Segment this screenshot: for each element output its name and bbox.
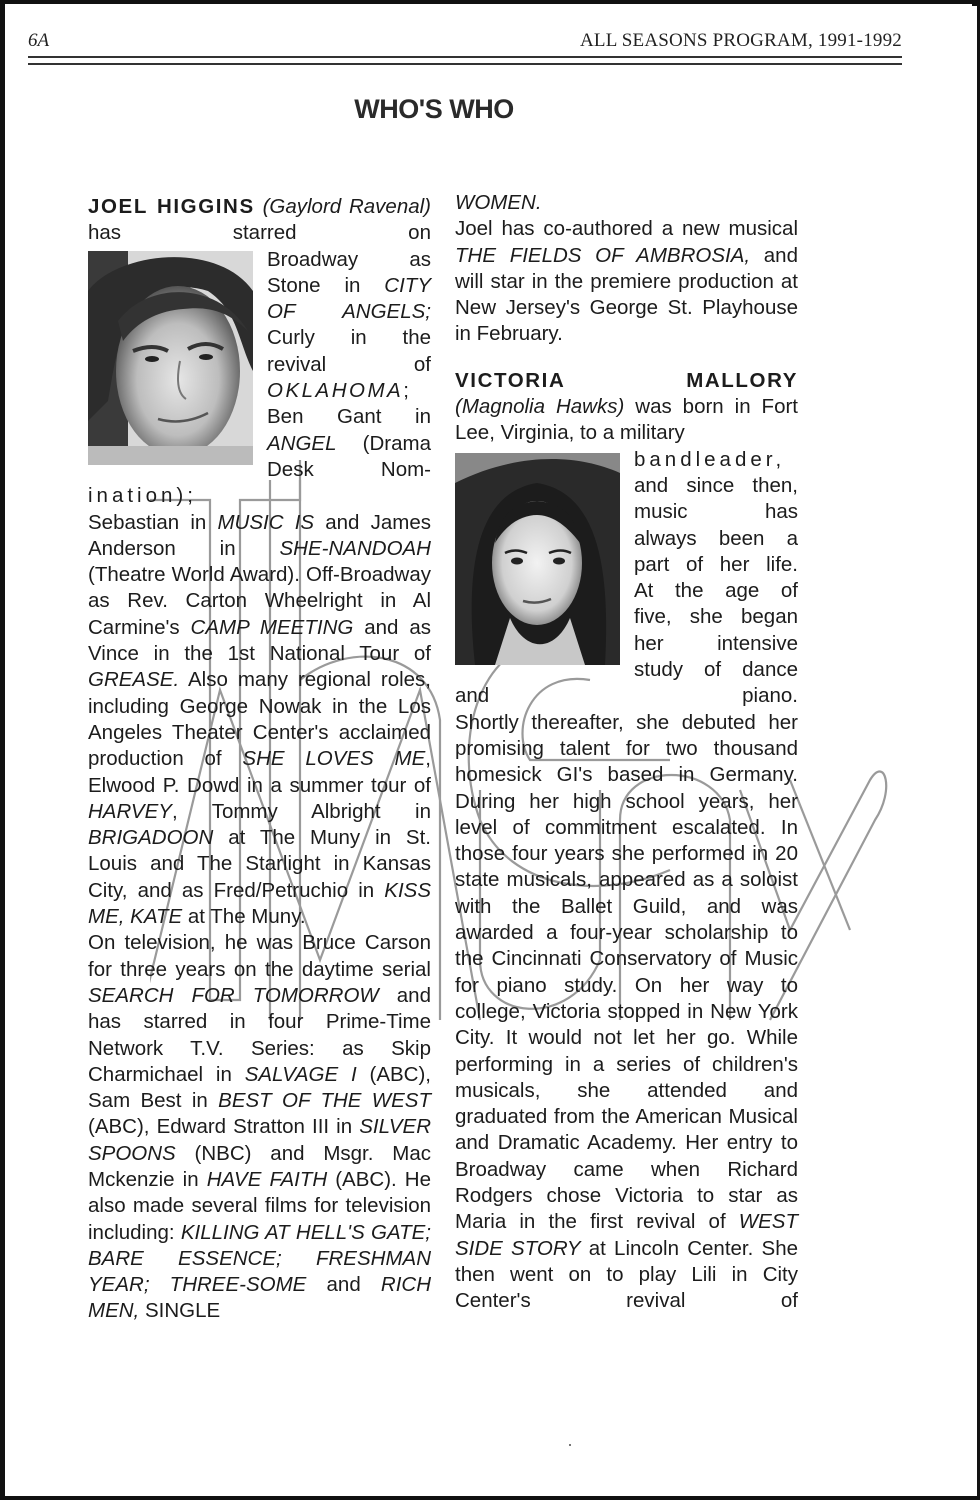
show-title: GREASE.	[88, 668, 180, 692]
bio-text: (Drama	[336, 431, 431, 455]
bio-name: VICTORIA MALLORY	[455, 368, 798, 392]
show-title: THE FIELDS OF AMBROSIA,	[455, 243, 751, 267]
bio-text: has starred on	[88, 221, 431, 245]
show-title: SEARCH FOR TOMORROW	[88, 983, 379, 1007]
header-rule-top	[28, 56, 902, 58]
bio-text: and as Vince in the 1st National Tour of	[88, 615, 432, 666]
bio-text: and piano.	[455, 684, 798, 708]
bio-text: Sebastian in	[88, 510, 218, 534]
bio-text: and has starred in four Prime-Time Network T.V. Series: as Skip Charmichael in	[88, 983, 431, 1086]
show-title: KISS ME, KATE	[88, 878, 431, 929]
show-title: SALVAGE I	[244, 1062, 357, 1086]
bio-text: (ABC), Edward Stratton III in	[88, 1115, 360, 1139]
bio-text: and	[306, 1273, 381, 1297]
bio-text: Desk Nom-	[267, 457, 431, 481]
portrait-photo-victoria-mallory	[455, 453, 620, 665]
bio-text: always been a	[634, 526, 798, 550]
portrait-man-icon	[88, 251, 253, 465]
bio-text: , Tommy Albright in	[171, 799, 431, 823]
bio-text: study of dance	[634, 658, 798, 682]
bio-text: SINGLE	[139, 1299, 221, 1323]
show-title: SHE-NANDOAH	[279, 536, 431, 560]
bio-text: Broadway as	[267, 247, 431, 271]
bio-text: Stone in	[267, 273, 385, 297]
bio-text: (NBC) and Msgr. Mac Mckenzie in	[88, 1141, 431, 1191]
show-title: WEST SIDE STORY	[455, 1210, 798, 1260]
section-title: WHO'S WHO	[354, 94, 514, 124]
show-title: CITY	[384, 273, 431, 297]
show-title: SHE LOVES ME	[242, 747, 426, 771]
bio-text: five, she began	[634, 605, 798, 629]
show-title: SILVER SPOONS	[88, 1115, 431, 1165]
bio-text: Joel has co-authored a new musical	[455, 217, 798, 241]
bio-victoria-mallory	[455, 368, 798, 1315]
show-title: CAMP MEETING	[190, 615, 354, 639]
show-title: RICH MEN,	[88, 1273, 431, 1323]
bio-role: (Gaylord Ravenal)	[262, 195, 432, 218]
bio-text: at The Muny in St. Louis and The Starlight in Kansas City, and as Fred/Petruchio in	[88, 826, 431, 902]
show-title: OKLAHOMA	[267, 379, 404, 403]
show-title: ANGEL	[267, 431, 337, 455]
show-title: KILLING AT HELL'S GATE; BARE ESSENCE; FRESHMAN YEAR; THREE-SOME	[88, 1220, 431, 1297]
show-title: HARVEY	[88, 799, 172, 823]
bio-text: Also many regional roles, including George Nowak in the Los Angeles Theater Center's acclaimed production of	[88, 668, 431, 771]
bio-text: , Elwood P. Dowd in a summer tour of	[88, 747, 431, 797]
bio-text: and since then,	[634, 473, 798, 497]
bio-text: music has	[634, 500, 798, 524]
bio-text: and will star in the premiere production at New Jersey's George St. Playhouse in February.	[455, 243, 798, 346]
bio-text: and James Anderson in	[88, 510, 431, 560]
bio-text: her intensive	[634, 631, 798, 655]
header-rule-bottom	[28, 63, 902, 65]
portrait-woman-icon	[455, 453, 620, 665]
bio-role: (Magnolia Hawks)	[455, 395, 625, 419]
bio-name: JOEL HIGGINS	[88, 195, 255, 218]
bio-text: ination);	[88, 484, 197, 508]
show-title: OF ANGELS;	[267, 300, 431, 324]
page-corner	[972, 0, 980, 6]
bio-column-right	[455, 190, 798, 1314]
scan-speck	[569, 1444, 571, 1446]
show-title: HAVE FAITH	[206, 1167, 328, 1191]
show-title: MUSIC IS	[217, 510, 315, 534]
bio-text: at Lincoln Center. She then went on to play Lili in City Center's revival of	[455, 1236, 798, 1313]
bio-text: At the age of	[634, 579, 798, 603]
running-title: ALL SEASONS PROGRAM, 1991-1992	[580, 30, 902, 51]
bio-text: revival of	[267, 352, 431, 376]
bio-joel-higgins	[88, 194, 431, 1325]
bio-text: (ABC). He also made several films for television including:	[88, 1167, 431, 1244]
bio-text: (ABC), Sam Best in	[88, 1062, 432, 1113]
bio-text: On television, he was Bruce Carson for three years on the daytime serial	[88, 931, 431, 981]
portrait-photo-joel-higgins	[88, 251, 253, 465]
bio-text: at The Muny.	[182, 905, 306, 929]
show-title: BRIGADOON	[88, 826, 214, 850]
bio-text: bandleader,	[634, 447, 786, 471]
bio-text: part of her life.	[634, 552, 798, 576]
bio-text: Shortly thereafter, she debuted her promising talent for two thousand homesick GI's based in Germany. During her high school years, her level of commitment escalated. In those four years she performed in 20 state musicals, appeared as a soloist with the Ballet Guild, and was awarded a four-year scholarship to the Cincinnati Conservatory of Music for piano study. On her way to college, Victoria stopped in New York City. It would not let her go. While performing in a series of children's musicals, she attended and graduated from the American Musical and Dramatic Academy. Her entry to Broadway came when Richard Rodgers chose Victoria to star as Maria in the first revival of	[455, 710, 798, 1234]
show-title: WOMEN.	[455, 191, 542, 214]
bio-text: was born in Fort Lee, Virginia, to a military	[455, 395, 798, 445]
bio-text: Curly in the	[267, 326, 431, 350]
show-title: BEST OF THE WEST	[218, 1089, 431, 1113]
bio-text: ;	[403, 379, 409, 403]
page-number: 6A	[28, 30, 50, 51]
bio-text: Ben Gant in	[267, 405, 431, 429]
bio-text: (Theatre World Award). Off-Broadway as Rev. Carton Wheelright in Al Carmine's	[88, 563, 431, 639]
